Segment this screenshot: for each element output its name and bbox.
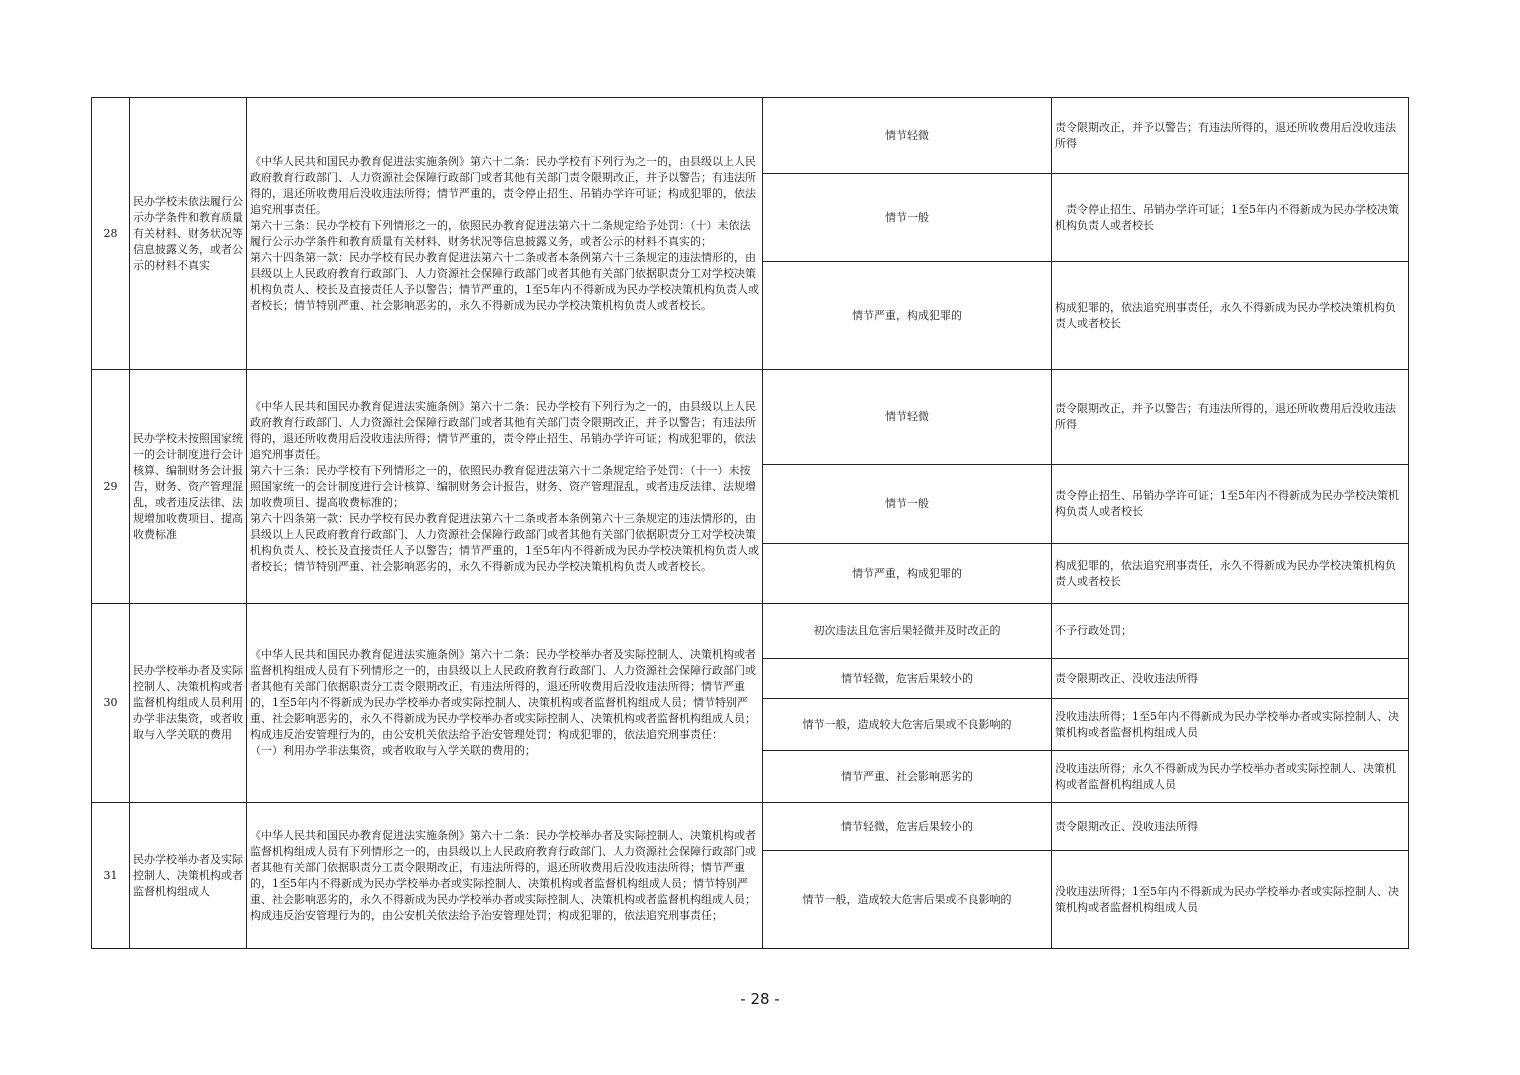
circumstance-cell: 情节轻微，危害后果较小的	[763, 659, 1052, 699]
circumstance-cell: 情节严重、社会影响恶劣的	[763, 751, 1052, 803]
legal-basis: 《中华人民共和国民办教育促进法实施条例》第六十二条：民办学校有下列行为之一的，由县级以上人民政府教育行政部门、人力资源社会保障行政部门或者其他有关部门责令限期改正，并予以警告；有违法所得的，退还所收费用后没收违法所得；情节严重的，责令停止招生、吊销办学许可证；构成犯罪的，依法追究刑事责任。 第六十三条：民办学校有下列情形之一的，依照民办教育促进法第六十二条规定给予处罚：（十一）未按照国家统一的会计制度进行会计核算、编制财务会计报告，财务、资产管理混乱，或者违反法律、法规增加收费项目、提高收费标准的； 第六十四条第一款：民办学校有民办教育促进法第六十二条或者本条例第六十三条规定的违法情形的，由县级以上人民政府教育行政部门、人力资源社会保障行政部门或者其他有关部门依据职责分工对学校决策机构负责人、校长及直接责任人予以警告；情节严重的，1至5年内不得新成为民办学校决策机构负责人或者校长；情节特别严重、社会影响恶劣的，永久不得新成为民办学校决策机构负责人或者校长。	[247, 370, 763, 604]
row-number: 29	[92, 370, 130, 604]
penalty-cell: 构成犯罪的，依法追究刑事责任，永久不得新成为民办学校决策机构负责人或者校长	[1052, 544, 1409, 604]
circumstance-cell: 情节一般，造成较大危害后果或不良影响的	[763, 851, 1052, 949]
circumstance-cell: 情节轻微	[763, 98, 1052, 174]
penalty-cell: 不予行政处罚；	[1052, 604, 1409, 659]
penalty-cell: 责令限期改正、没收违法所得	[1052, 659, 1409, 699]
violation-description: 民办学校举办者及实际控制人、决策机构或者监督机构组成人员利用办学非法集资，或者收取与入学关联的费用	[130, 604, 247, 803]
circumstance-cell: 情节一般	[763, 174, 1052, 262]
violation-description: 民办学校举办者及实际控制人、决策机构或者监督机构组成人	[130, 803, 247, 949]
circumstance-cell: 情节一般，造成较大危害后果或不良影响的	[763, 699, 1052, 751]
penalty-cell: 构成犯罪的，依法追究刑事责任，永久不得新成为民办学校决策机构负责人或者校长	[1052, 262, 1409, 370]
legal-basis: 《中华人民共和国民办教育促进法实施条例》第六十二条：民办学校举办者及实际控制人、决策机构或者监督机构组成人员有下列情形之一的，由县级以上人民政府教育行政部门、人力资源社会保障行政部门或者其他有关部门依据职责分工责令限期改正，有违法所得的，退还所收费用后没收违法所得；情节严重的，1至5年内不得新成为民办学校举办者或实际控制人、决策机构或者监督机构组成人员；情节特别严重、社会影响恶劣的，永久不得新成为民办学校举办者或实际控制人、决策机构或者监督机构组成人员；构成违反治安管理行为的，由公安机关依法给予治安管理处罚；构成犯罪的，依法追究刑事责任： （一）利用办学非法集资，或者收取与入学关联的费用的；	[247, 604, 763, 803]
row-number: 28	[92, 98, 130, 370]
circumstance-cell: 情节严重，构成犯罪的	[763, 262, 1052, 370]
penalty-table	[91, 97, 1409, 949]
circumstance-cell: 情节严重，构成犯罪的	[763, 544, 1052, 604]
circumstance-cell: 情节轻微，危害后果较小的	[763, 803, 1052, 851]
violation-description: 民办学校未按照国家统一的会计制度进行会计核算、编制财务会计报告，财务、资产管理混乱，或者违反法律、法规增加收费项目、提高收费标准	[130, 370, 247, 604]
circumstance-cell: 情节一般	[763, 465, 1052, 544]
violation-description: 民办学校未依法履行公示办学条件和教育质量有关材料、财务状况等信息披露义务，或者公示的材料不真实	[130, 98, 247, 370]
penalty-cell: 责令限期改正，并予以警告；有违法所得的，退还所收费用后没收违法所得	[1052, 98, 1409, 174]
penalty-cell: 责令限期改正、没收违法所得	[1052, 803, 1409, 851]
table-row	[92, 98, 1409, 174]
table-row	[92, 604, 1409, 659]
circumstance-cell: 初次违法且危害后果轻微并及时改正的	[763, 604, 1052, 659]
penalty-cell: 责令停止招生、吊销办学许可证；1至5年内不得新成为民办学校决策机构负责人或者校长	[1052, 465, 1409, 544]
row-number: 30	[92, 604, 130, 803]
table-row	[92, 370, 1409, 465]
legal-basis: 《中华人民共和国民办教育促进法实施条例》第六十二条：民办学校举办者及实际控制人、决策机构或者监督机构组成人员有下列情形之一的，由县级以上人民政府教育行政部门、人力资源社会保障行政部门或者其他有关部门依据职责分工责令限期改正，有违法所得的，退还所收费用后没收违法所得；情节严重的，1至5年内不得新成为民办学校举办者或实际控制人、决策机构或者监督机构组成人员；情节特别严重、社会影响恶劣的，永久不得新成为民办学校举办者或实际控制人、决策机构或者监督机构组成人员；构成违反治安管理行为的，由公安机关依法给予治安管理处罚；构成犯罪的，依法追究刑事责任；	[247, 803, 763, 949]
penalty-cell: 没收违法所得；1至5年内不得新成为民办学校举办者或实际控制人、决策机构或者监督机构组成人员	[1052, 699, 1409, 751]
penalty-cell: 没收违法所得；永久不得新成为民办学校举办者或实际控制人、决策机构或者监督机构组成人员	[1052, 751, 1409, 803]
penalty-cell: 责令停止招生、吊销办学许可证；1至5年内不得新成为民办学校决策机构负责人或者校长	[1052, 174, 1409, 262]
legal-basis: 《中华人民共和国民办教育促进法实施条例》第六十二条：民办学校有下列行为之一的，由县级以上人民政府教育行政部门、人力资源社会保障行政部门或者其他有关部门责令限期改正，并予以警告；有违法所得的，退还所收费用后没收违法所得；情节严重的，责令停止招生、吊销办学许可证；构成犯罪的，依法追究刑事责任。 第六十三条：民办学校有下列情形之一的，依照民办教育促进法第六十二条规定给予处罚：（十）未依法履行公示办学条件和教育质量有关材料、财务状况等信息披露义务，或者公示的材料不真实的； 第六十四条第一款：民办学校有民办教育促进法第六十二条或者本条例第六十三条规定的违法情形的，由县级以上人民政府教育行政部门、人力资源社会保障行政部门或者其他有关部门依据职责分工对学校决策机构负责人、校长及直接责任人予以警告；情节严重的，1至5年内不得新成为民办学校决策机构负责人或者校长；情节特别严重、社会影响恶劣的，永久不得新成为民办学校决策机构负责人或者校长。	[247, 98, 763, 370]
row-number: 31	[92, 803, 130, 949]
page-number: - 28 -	[740, 990, 780, 1008]
penalty-cell: 责令限期改正，并予以警告；有违法所得的，退还所收费用后没收违法所得	[1052, 370, 1409, 465]
penalty-cell: 没收违法所得；1至5年内不得新成为民办学校举办者或实际控制人、决策机构或者监督机构组成人员	[1052, 851, 1409, 949]
circumstance-cell: 情节轻微	[763, 370, 1052, 465]
table-row	[92, 803, 1409, 851]
